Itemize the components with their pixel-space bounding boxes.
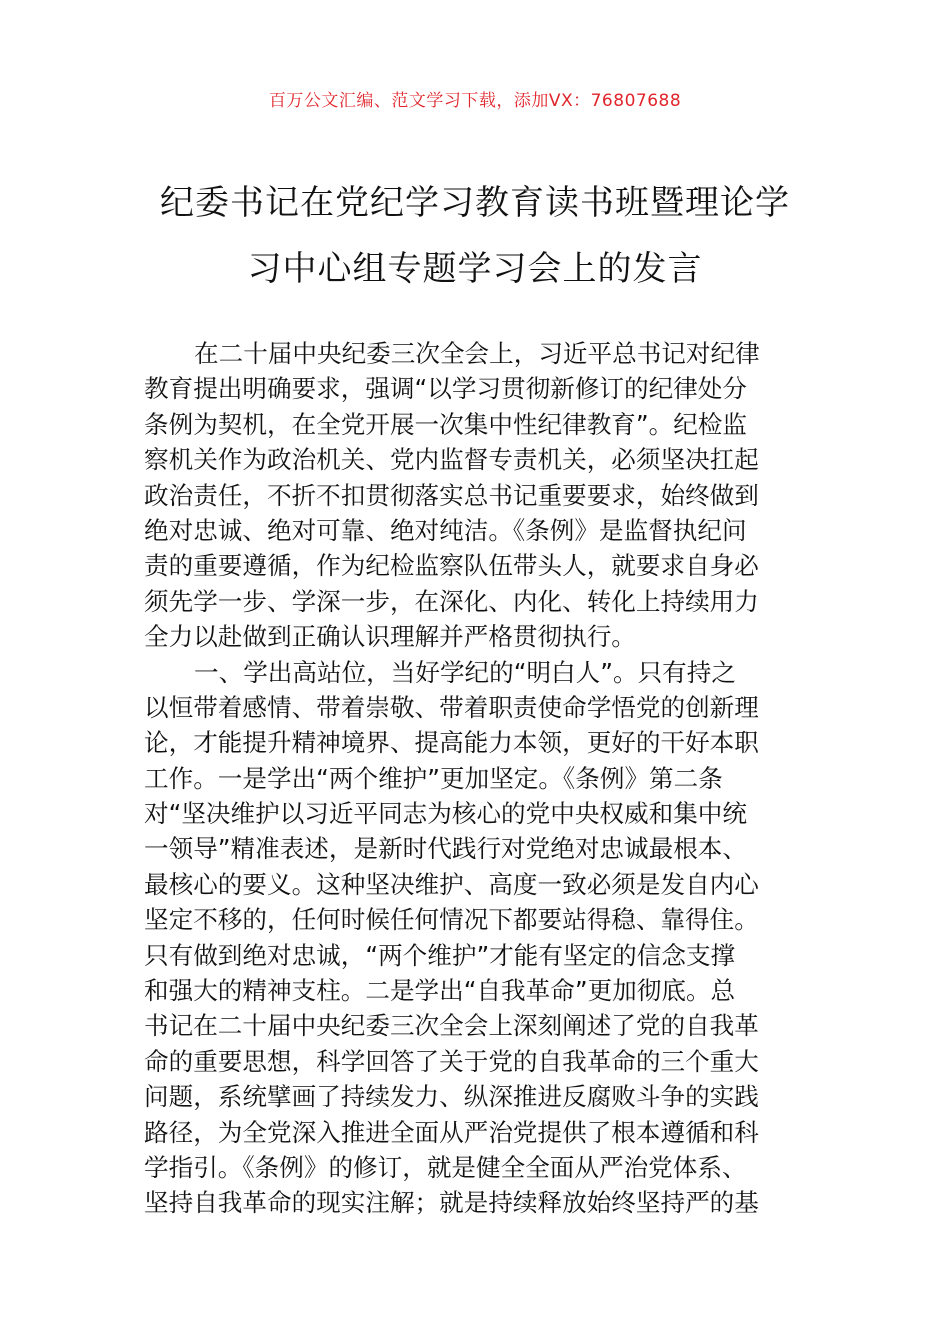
watermark-text: 百万公文汇编、范文学习下载，添加VX：76807688 [268, 91, 682, 111]
body-line: 须先学一步、学深一步，在深化、内化、转化上持续用力 [144, 586, 759, 616]
body-line: 坚持自我革命的现实注解；就是持续释放始终坚持严的基 [144, 1188, 759, 1218]
body-line: 最核心的要义。这种坚决维护、高度一致必须是发自内心 [144, 869, 759, 899]
body-line: 一领导”精准表述，是新时代践行对党绝对忠诚最根本、 [144, 834, 747, 864]
body-line: 在二十届中央纪委三次全会上，习近平总书记对纪律 [194, 339, 760, 368]
title-line-1: 纪委书记在党纪学习教育读书班暨理论学 [160, 183, 790, 223]
body-line: 条例为契机，在全党开展一次集中性纪律教育”。纪检监 [144, 409, 747, 439]
body-line: 命的重要思想，科学回答了关于党的自我革命的三个重大 [144, 1046, 759, 1076]
body-line: 察机关作为政治机关、党内监督专责机关，必须坚决扛起 [144, 445, 759, 475]
body-line: 路径，为全党深入推进全面从严治党提供了根本遵循和科 [144, 1117, 759, 1147]
document-title [80, 170, 870, 302]
body-line: 坚定不移的，任何时候任何情况下都要站得稳、靠得住。 [144, 905, 759, 935]
body-line: 和强大的精神支柱。二是学出“自我革命”更加彻底。总 [144, 976, 736, 1006]
body-line: 论，才能提升精神境界、提高能力本领，更好的干好本职 [144, 728, 759, 758]
body-line: 对“坚决维护以习近平同志为核心的党中央权威和集中统 [144, 799, 747, 829]
body-line: 绝对忠诚、绝对可靠、绝对纯洁。《条例》是监督执纪问 [144, 515, 747, 545]
body-line: 只有做到绝对忠诚，“两个维护”才能有坚定的信念支撑 [144, 940, 736, 970]
document-body [144, 336, 808, 1221]
body-line: 书记在二十届中央纪委三次全会上深刻阐述了党的自我革 [144, 1011, 759, 1041]
body-line: 一、学出高站位，当好学纪的“明白人”。只有持之 [194, 657, 736, 687]
body-line: 问题，系统擘画了持续发力、纵深推进反腐败斗争的实践 [144, 1082, 759, 1112]
title-line-2: 习中心组专题学习会上的发言 [247, 249, 703, 289]
body-line: 教育提出明确要求，强调“以学习贯彻新修订的纪律处分 [144, 374, 747, 404]
body-line: 责的重要遵循，作为纪检监察队伍带头人，就要求自身必 [144, 551, 759, 581]
body-line: 工作。一是学出“两个维护”更加坚定。《条例》第二条 [144, 763, 723, 793]
body-line: 政治责任，不折不扣贯彻落实总书记重要要求，始终做到 [144, 480, 759, 510]
body-line: 以恒带着感情、带着崇敬、带着职责使命学悟党的创新理 [144, 692, 759, 722]
body-line: 全力以赴做到正确认识理解并严格贯彻执行。 [144, 622, 636, 652]
body-line: 学指引。《条例》的修订，就是健全全面从严治党体系、 [144, 1152, 747, 1182]
